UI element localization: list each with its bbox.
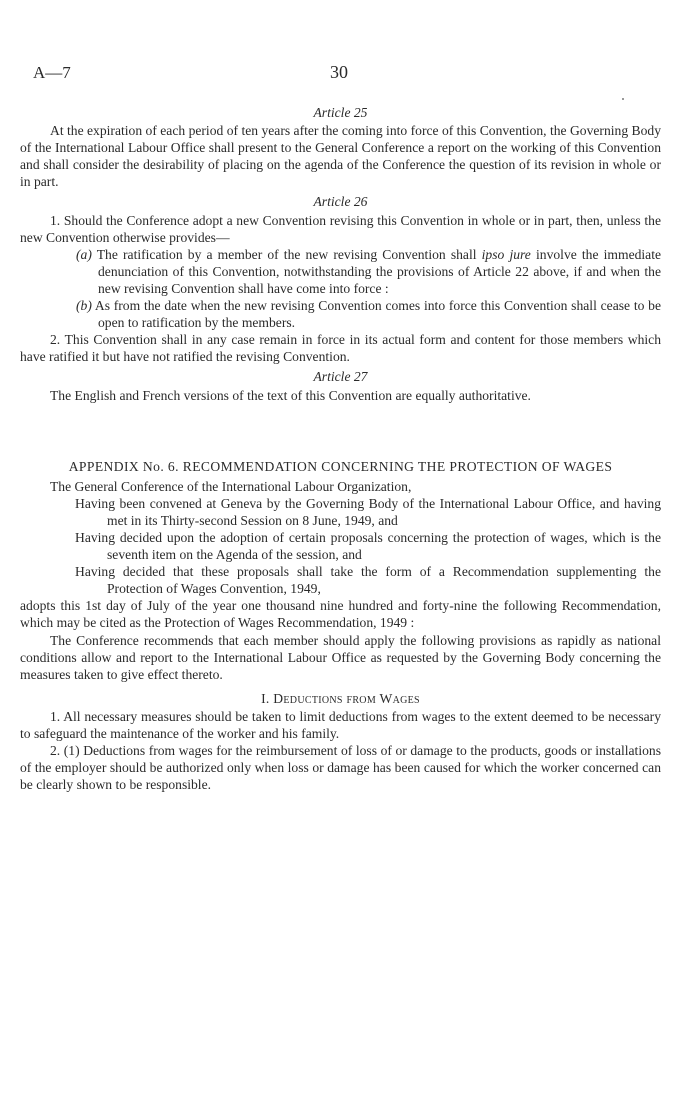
item-a-text-1: The ratification by a member of the new revising Convention shall <box>91 246 482 262</box>
appendix-having-3: Having decided that these proposals shall take the form of a Recommendation supplementing the Protection of Wages Convention, 1949, <box>75 564 661 597</box>
section-1-paragraph-2: 2. (1) Deductions from wages for the reimbursement of loss of or damage to the products, goods or installations of the employer should be authorized only when loss or damage has been caused for which the worker concerned can be clearly shown to be responsible. <box>20 743 661 793</box>
article-27-text: The English and French versions of the text of this Convention are equally authoritative. <box>50 387 531 403</box>
item-b-text: As from the date when the new revising Convention comes into force this Convention shall cease to be open to ratification by the members. <box>91 298 661 331</box>
appendix-recommends: The Conference recommends that each member should apply the following provisions as rapidly as national conditions allow and report to the International Labour Office as requested by the Governing Body concerning the measures taken to give effect thereto. <box>20 632 661 682</box>
article-26-heading: Article 26 <box>313 194 368 210</box>
appendix-intro: The General Conference of the International Labour Organization, <box>50 478 412 494</box>
document-reference: A—7 <box>33 63 71 82</box>
article-26-item-b <box>20 297 661 331</box>
article-27-heading: Article 27 <box>313 369 368 385</box>
article-26-paragraph-1: 1. Should the Conference adopt a new Convention revising this Convention in whole or in part, then, unless the new Convention otherwise provides— <box>20 212 661 245</box>
appendix-title: APPENDIX No. 6. RECOMMENDATION CONCERNING THE PROTECTION OF WAGES <box>68 458 613 474</box>
appendix-adopts: adopts this 1st day of July of the year one thousand nine hundred and forty-nine the following Recommendation, which may be cited as the Protection of Wages Recommendation, 1949 : <box>20 598 661 631</box>
article-26-paragraph-2: 2. This Convention shall in any case remain in force in its actual form and content for those members which have ratified it but have not ratified the revising Convention. <box>20 332 661 365</box>
article-25-heading: Article 25 <box>313 105 368 120</box>
scan-speck <box>622 98 624 100</box>
item-a-label: (a) <box>76 246 92 262</box>
section-1-paragraph-1: 1. All necessary measures should be taken to limit deductions from wages to the extent deemed to be necessary to safeguard the maintenance of the worker and his family. <box>20 708 661 741</box>
article-26-item-a <box>20 246 661 297</box>
item-a-text-2: involve the immediate denunciation of this Convention, notwithstanding the provisions of Article 22 above, if and when the new revising Convention shall have come into force : <box>98 246 662 296</box>
item-b-label: (b) <box>76 298 92 314</box>
document-body <box>20 101 661 793</box>
page-number: 30 <box>330 62 348 82</box>
appendix-having-2: Having decided upon the adoption of certain proposals concerning the protection of wages, which is the seventh item on the Agenda of the session, and <box>75 529 661 563</box>
article-25-text: At the expiration of each period of ten years after the coming into force of this Convention, the Governing Body of the International Labour Office shall present to the General Conference a report on the working of this Convention and shall consider the desirability of placing on the agenda of the Conference the question of its revision in whole or in part. <box>20 123 661 190</box>
section-1-heading: I. Deductions from Wages <box>261 690 420 706</box>
item-a-italic: ipso jure <box>481 246 531 262</box>
appendix-having-1: Having been convened at Geneva by the Governing Body of the International Labour Office, and having met in its Thirty-second Session on 8 June, 1949, and <box>75 495 661 528</box>
